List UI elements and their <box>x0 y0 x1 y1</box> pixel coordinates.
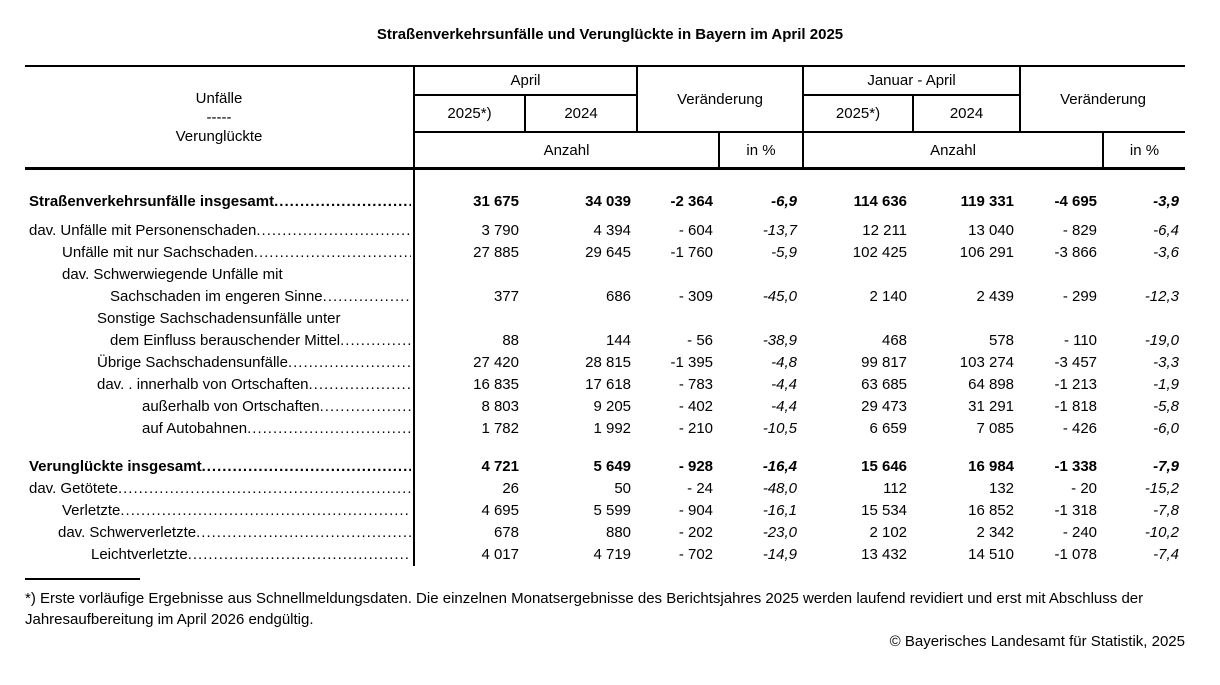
cell-value: - 904 <box>678 502 714 519</box>
cell-value: 12 211 <box>862 222 908 239</box>
cell-value <box>414 308 525 330</box>
cell-value: -2 364 <box>670 193 714 210</box>
cell-value <box>637 308 719 330</box>
row-label <box>25 330 414 352</box>
cell-value: 16 852 <box>968 502 1015 519</box>
table-row <box>25 456 1185 478</box>
cell-value <box>1103 264 1185 286</box>
cell-value: -7,4 <box>1153 546 1180 563</box>
cell-value: - 240 <box>1062 524 1098 541</box>
footnote: *) Erste vorläufige Ergebnisse aus Schnellmeldungsdaten. Die einzelnen Monatsergebnisse des Berichtsjahres 2025 werden laufend revidiert und erst mit Abschluss der Jahresaufbereitung im April 2026 endgültig. <box>25 590 1144 628</box>
row-label <box>25 374 414 396</box>
table-row <box>25 500 1185 522</box>
cell-value: -38,9 <box>762 332 798 349</box>
cell-value: - 783 <box>678 376 714 393</box>
cell-value: 17 618 <box>585 376 632 393</box>
row-label-text: Straßenverkehrsunfälle insgesamt <box>29 193 275 210</box>
row-label <box>25 169 414 221</box>
cell-value: -4 695 <box>1054 193 1098 210</box>
dot-leader <box>118 478 411 500</box>
cell-value: 106 291 <box>959 244 1015 261</box>
header-label-separator: ----- <box>206 108 232 126</box>
cell-value: 88 <box>502 332 519 349</box>
cell-value: 119 331 <box>960 193 1015 210</box>
cell-value: 27 885 <box>473 244 519 261</box>
cell-value: -1 818 <box>1054 398 1098 415</box>
cell-value: 26 <box>502 480 519 497</box>
row-label-text: Unfälle mit nur Sachschaden <box>62 244 254 261</box>
cell-value: - 202 <box>678 524 714 541</box>
cell-value: -7,9 <box>1153 458 1180 475</box>
cell-value: 112 <box>883 480 908 497</box>
cell-value: 14 510 <box>968 546 1015 563</box>
row-label-text: Verletzte <box>62 502 121 519</box>
row-label-text: Verunglückte insgesamt <box>29 458 202 475</box>
cell-value: - 604 <box>678 222 714 239</box>
cell-value: 15 646 <box>861 458 908 475</box>
cell-value <box>719 308 803 330</box>
row-label-text: Leichtverletzte <box>91 546 188 563</box>
cell-value: -1 338 <box>1054 458 1098 475</box>
cell-value <box>913 308 1020 330</box>
row-label <box>25 352 414 374</box>
dot-leader <box>288 352 411 374</box>
table-row <box>25 169 1185 221</box>
table-row <box>25 522 1185 544</box>
cell-value: -1 318 <box>1054 502 1098 519</box>
cell-value: - 20 <box>1071 480 1098 497</box>
cell-value: 64 898 <box>968 376 1015 393</box>
header-label-verunglueckte: Verunglückte <box>175 127 263 145</box>
table-row <box>25 374 1185 396</box>
row-label-text: dav. Schwerwiegende Unfälle mit <box>62 266 283 283</box>
row-label-text: dem Einfluss berauschender Mittel <box>110 332 341 349</box>
cell-value: -7,8 <box>1153 502 1180 519</box>
table-row <box>25 418 1185 440</box>
cell-value: 5 599 <box>593 502 632 519</box>
statistics-table <box>25 65 1185 566</box>
cell-value: - 56 <box>687 332 714 349</box>
cell-value: -4,4 <box>771 376 798 393</box>
cell-value <box>803 264 913 286</box>
cell-value: -5,8 <box>1153 398 1180 415</box>
row-label <box>25 544 414 566</box>
cell-value: 6 659 <box>869 420 908 437</box>
cell-value: 102 425 <box>852 244 908 261</box>
cell-value: 13 040 <box>968 222 1015 239</box>
cell-value <box>913 264 1020 286</box>
cell-value: 13 432 <box>861 546 908 563</box>
cell-value: 2 102 <box>869 524 908 541</box>
row-label-text: außerhalb von Ortschaften <box>142 398 320 415</box>
cell-value: 9 205 <box>593 398 632 415</box>
row-label-text: dav. Getötete <box>29 480 118 497</box>
cell-value: 144 <box>605 332 632 349</box>
cell-value: -3 866 <box>1054 244 1098 261</box>
cell-value: - 110 <box>1063 332 1098 349</box>
cell-value <box>1020 264 1103 286</box>
cell-value: 678 <box>493 524 519 541</box>
dot-leader <box>274 191 411 213</box>
cell-value <box>637 264 719 286</box>
cell-value: -1 213 <box>1054 376 1098 393</box>
cell-value: -13,7 <box>762 222 798 239</box>
footnote-rule <box>25 578 140 580</box>
cell-value: -16,4 <box>762 458 798 475</box>
cell-value: 4 719 <box>593 546 632 563</box>
dot-leader <box>254 242 411 264</box>
row-label-text: Sonstige Sachschadensunfälle unter <box>97 310 341 327</box>
header-anzahl-april: Anzahl <box>414 132 719 169</box>
row-label <box>25 242 414 264</box>
cell-value: 27 420 <box>473 354 519 371</box>
cell-value: 2 342 <box>976 524 1015 541</box>
dot-leader <box>247 418 411 440</box>
row-label <box>25 522 414 544</box>
cell-value: 31 291 <box>968 398 1015 415</box>
dot-leader <box>309 374 411 396</box>
cell-value: 880 <box>605 524 632 541</box>
cell-value: 686 <box>605 288 632 305</box>
cell-value: 2 140 <box>869 288 908 305</box>
table-header <box>25 66 1185 169</box>
cell-value: 468 <box>881 332 908 349</box>
cell-value: - 24 <box>687 480 714 497</box>
header-april-group: April <box>414 66 637 95</box>
cell-value: 7 085 <box>976 420 1015 437</box>
cell-value: 15 534 <box>861 502 908 519</box>
header-januar-april-group: Januar - April <box>803 66 1020 95</box>
cell-value: 16 984 <box>968 458 1015 475</box>
cell-value: -10,2 <box>1144 524 1180 541</box>
cell-value: 4 721 <box>481 458 519 475</box>
cell-value: 3 790 <box>481 222 519 239</box>
cell-value: 4 017 <box>481 546 519 563</box>
cell-value: 28 815 <box>585 354 632 371</box>
table-row <box>25 264 1185 286</box>
cell-value: 1 782 <box>481 420 519 437</box>
cell-value: -16,1 <box>762 502 798 519</box>
header-inpercent-april: in % <box>719 132 803 169</box>
dot-leader <box>340 330 411 352</box>
row-label <box>25 500 414 522</box>
dot-leader <box>196 522 411 544</box>
header-label-unfaelle: Unfälle <box>195 89 243 107</box>
cell-value: - 928 <box>678 458 714 475</box>
cell-value: -48,0 <box>762 480 798 497</box>
cell-value: -1 760 <box>670 244 714 261</box>
cell-value: 50 <box>614 480 632 497</box>
cell-value: -15,2 <box>1144 480 1180 497</box>
spacer-cell <box>414 440 1185 456</box>
cell-value <box>414 264 525 286</box>
cell-value: 132 <box>988 480 1015 497</box>
header-2024-april: 2024 <box>525 95 637 132</box>
copyright-notice: © Bayerisches Landesamt für Statistik, 2025 <box>889 633 1185 650</box>
cell-value: - 309 <box>678 288 714 305</box>
cell-value: 31 675 <box>473 193 519 210</box>
header-anzahl-janapril: Anzahl <box>803 132 1103 169</box>
cell-value: -45,0 <box>762 288 798 305</box>
cell-value: 29 645 <box>585 244 632 261</box>
spacer-label-cell <box>25 440 414 456</box>
cell-value: 16 835 <box>473 376 519 393</box>
row-label <box>25 286 414 308</box>
row-label-text: dav. . innerhalb von Ortschaften <box>97 376 309 393</box>
cell-value: -1 078 <box>1054 546 1098 563</box>
cell-value: -14,9 <box>762 546 798 563</box>
cell-value: -19,0 <box>1144 332 1180 349</box>
cell-value: - 402 <box>678 398 714 415</box>
table-row <box>25 544 1185 566</box>
cell-value: -12,3 <box>1144 288 1180 305</box>
cell-value: 34 039 <box>585 193 632 210</box>
cell-value: 103 274 <box>959 354 1015 371</box>
row-label <box>25 396 414 418</box>
cell-value: -6,9 <box>771 193 798 210</box>
table-row <box>25 330 1185 352</box>
header-unfaelle-verunglueckte <box>25 66 414 169</box>
header-inpercent-janapril: in % <box>1103 132 1185 169</box>
table-body <box>25 169 1185 567</box>
cell-value: -3 457 <box>1054 354 1098 371</box>
cell-value: -4,4 <box>771 398 798 415</box>
cell-value: 63 685 <box>861 376 908 393</box>
row-label <box>25 220 414 242</box>
cell-value: - 829 <box>1062 222 1098 239</box>
cell-value: 2 439 <box>976 288 1015 305</box>
cell-value: 377 <box>493 288 519 305</box>
cell-value: 5 649 <box>593 458 632 475</box>
row-label <box>25 478 414 500</box>
table-row <box>25 308 1185 330</box>
header-2025-april: 2025*) <box>414 95 525 132</box>
dot-leader <box>256 220 411 242</box>
cell-value: 8 803 <box>481 398 519 415</box>
row-label-text: Übrige Sachschadensunfälle <box>97 354 288 371</box>
cell-value <box>803 308 913 330</box>
cell-value: -1,9 <box>1153 376 1180 393</box>
table-row <box>25 286 1185 308</box>
cell-value <box>719 264 803 286</box>
page-title: Straßenverkehrsunfälle und Verunglückte in Bayern im April 2025 <box>376 26 844 43</box>
cell-value: -3,3 <box>1153 354 1180 371</box>
cell-value: -4,8 <box>771 354 798 371</box>
cell-value: - 210 <box>678 420 714 437</box>
cell-value: -6,4 <box>1153 222 1180 239</box>
cell-value: -10,5 <box>762 420 798 437</box>
dot-leader <box>188 544 411 566</box>
row-label-text: dav. Schwerverletzte <box>58 524 197 541</box>
header-2025-janapril: 2025*) <box>803 95 913 132</box>
dot-leader <box>120 500 411 522</box>
row-label-text: dav. Unfälle mit Personenschaden <box>29 222 257 239</box>
cell-value: 4 695 <box>481 502 519 519</box>
cell-value: 1 992 <box>593 420 632 437</box>
cell-value: -3,6 <box>1153 244 1180 261</box>
cell-value: 4 394 <box>593 222 632 239</box>
header-veraenderung-janapril: Veränderung <box>1020 66 1185 132</box>
cell-value: -23,0 <box>762 524 798 541</box>
cell-value <box>525 308 637 330</box>
row-label <box>25 456 414 478</box>
cell-value: 114 636 <box>853 193 908 210</box>
dot-leader <box>320 396 411 418</box>
cell-value: - 299 <box>1062 288 1098 305</box>
header-row-1 <box>25 66 1185 95</box>
row-label <box>25 418 414 440</box>
cell-value: -1 395 <box>670 354 714 371</box>
row-label <box>25 308 414 330</box>
table-row <box>25 352 1185 374</box>
row-label-text: Sachschaden im engeren Sinne <box>110 288 323 305</box>
cell-value: -6,0 <box>1153 420 1180 437</box>
table-row <box>25 396 1185 418</box>
header-2024-janapril: 2024 <box>913 95 1020 132</box>
row-label-text: auf Autobahnen <box>142 420 248 437</box>
spacer-row <box>25 440 1185 456</box>
cell-value: 99 817 <box>861 354 908 371</box>
table-row <box>25 242 1185 264</box>
header-veraenderung-april: Veränderung <box>637 66 803 132</box>
cell-value: -3,9 <box>1153 193 1180 210</box>
cell-value <box>525 264 637 286</box>
cell-value: 578 <box>988 332 1015 349</box>
table-row <box>25 220 1185 242</box>
row-label <box>25 264 414 286</box>
table-row <box>25 478 1185 500</box>
dot-leader <box>202 456 411 478</box>
dot-leader <box>323 286 411 308</box>
cell-value: - 426 <box>1062 420 1098 437</box>
cell-value: 29 473 <box>861 398 908 415</box>
cell-value: -5,9 <box>771 244 798 261</box>
cell-value <box>1103 308 1185 330</box>
cell-value <box>1020 308 1103 330</box>
cell-value: - 702 <box>678 546 714 563</box>
